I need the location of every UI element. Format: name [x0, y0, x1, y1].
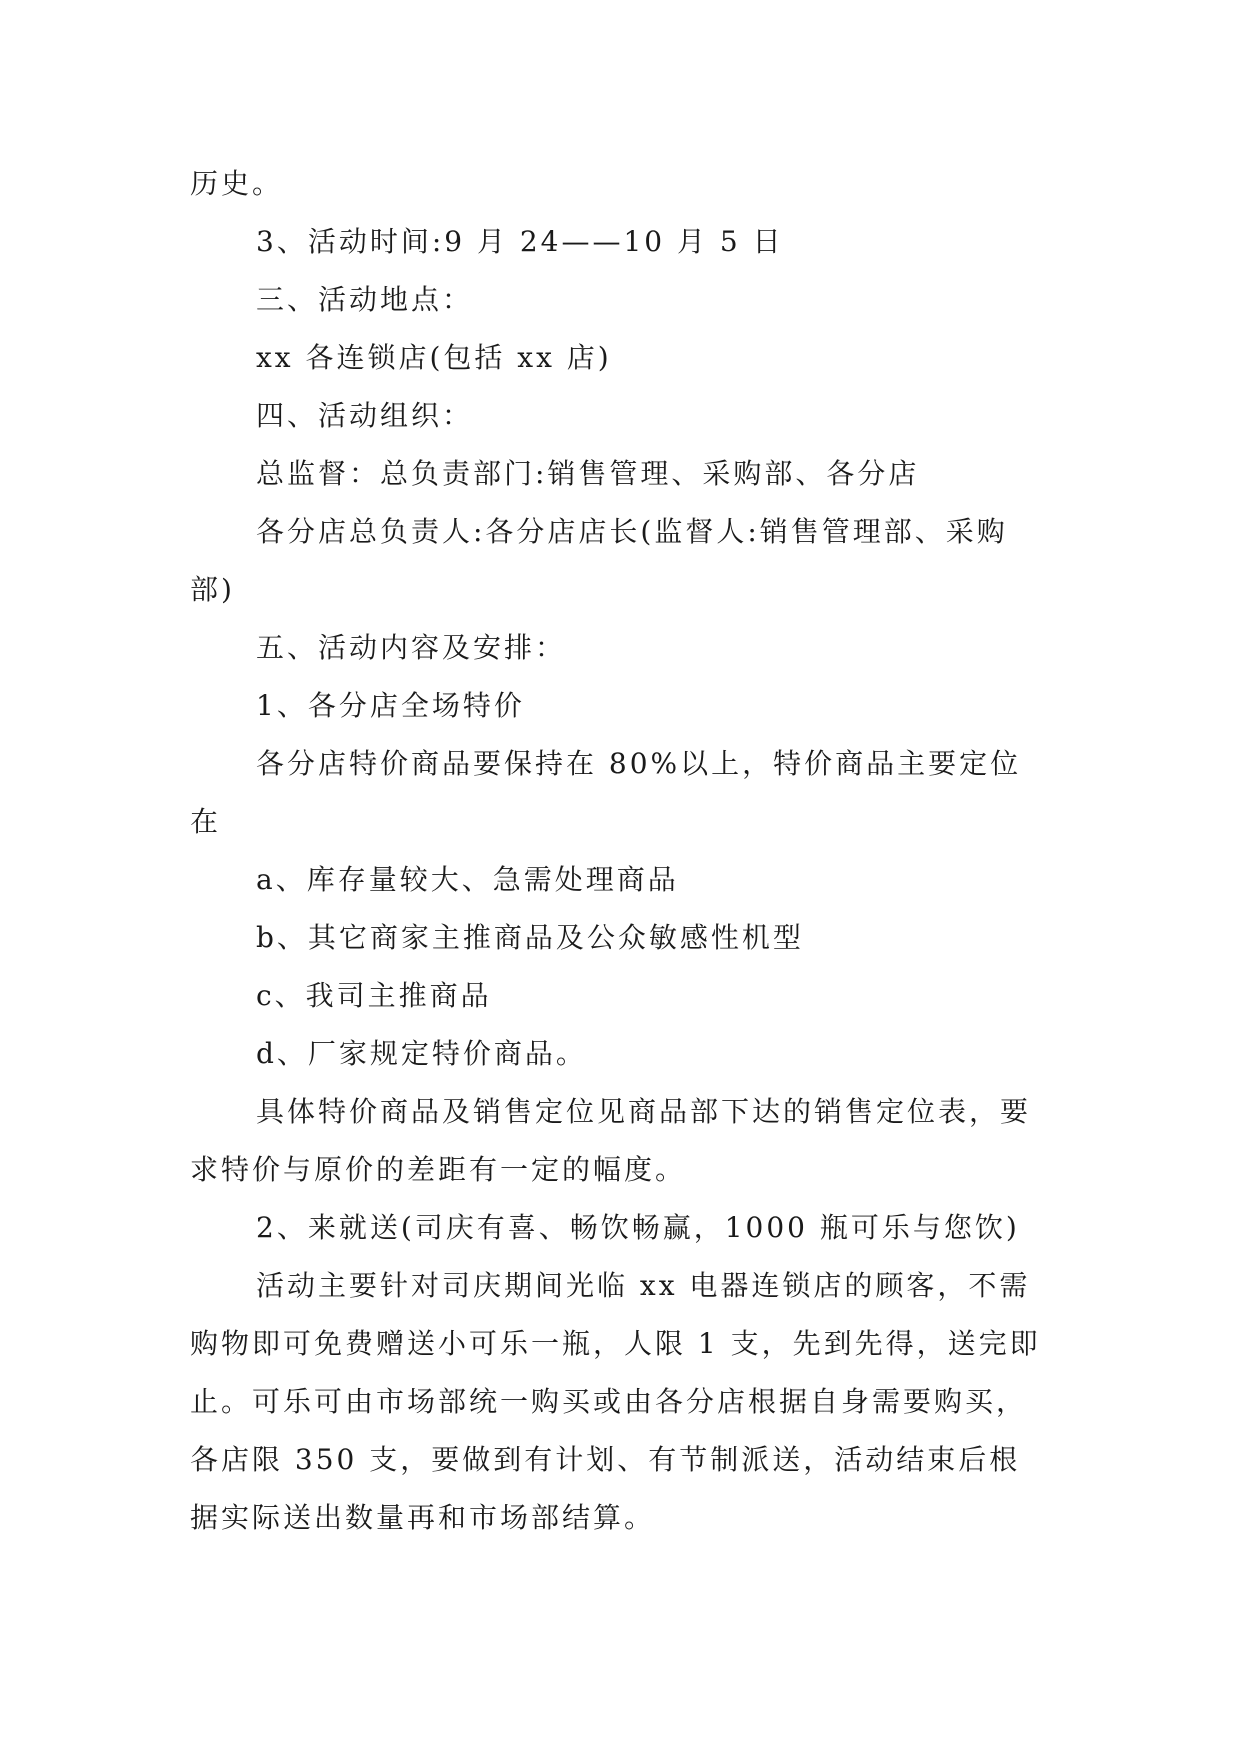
list-item-a: a、库存量较大、急需处理商品 — [256, 863, 679, 896]
list-item-b: b、其它商家主推商品及公众敏感性机型 — [256, 921, 804, 954]
paragraph-branch-manager: 各分店总负责人:各分店店长(监督人:销售管理部、采购部) — [190, 515, 1008, 606]
document-body — [190, 155, 1050, 1547]
paragraph-item-2: 2、来就送(司庆有喜、畅饮畅赢，1000 瓶可乐与您饮) — [256, 1211, 1020, 1244]
paragraph-activity-time: 3、活动时间:9 月 24——10 月 5 日 — [256, 225, 784, 258]
paragraph-location-detail: xx 各连锁店(包括 xx 店) — [256, 341, 612, 374]
paragraph-history-end: 历史。 — [190, 167, 284, 200]
paragraph-giveaway-detail: 活动主要针对司庆期间光临 xx 电器连锁店的顾客，不需购物即可免费赠送小可乐一瓶，人限 1 支，先到先得，送完即止。可乐可由市场部统一购买或由各分店根据自身需要购买，各店限 350 支，要做到有计划、有节制派送，活动结束后根据实际送出数量再和市场部结算。 — [190, 1269, 1041, 1534]
paragraph-item-1: 1、各分店全场特价 — [256, 689, 525, 722]
paragraph-special-price-goods: 各分店特价商品要保持在 80%以上，特价商品主要定位在 — [190, 747, 1022, 838]
list-item-d: d、厂家规定特价商品。 — [256, 1037, 587, 1070]
heading-activity-organization: 四、活动组织： — [256, 399, 474, 432]
heading-activity-content: 五、活动内容及安排： — [256, 631, 567, 664]
paragraph-pricing-detail: 具体特价商品及销售定位见商品部下达的销售定位表，要求特价与原价的差距有一定的幅度。 — [190, 1095, 1032, 1186]
paragraph-chief-supervisor: 总监督：总负责部门:销售管理、采购部、各分店 — [256, 457, 920, 490]
heading-activity-location: 三、活动地点： — [256, 283, 474, 316]
list-item-c: c、我司主推商品 — [256, 979, 492, 1012]
